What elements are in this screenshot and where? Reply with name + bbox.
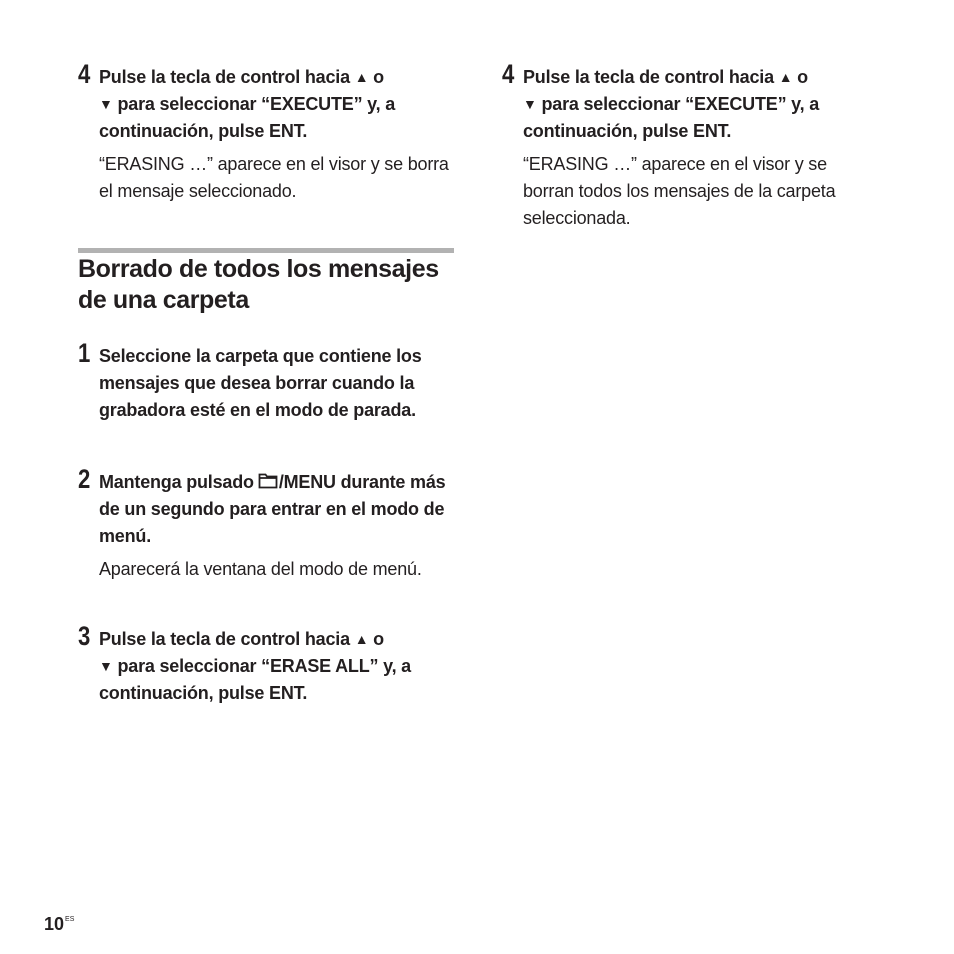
section-title: Borrado de todos los mensajes de una carpeta bbox=[78, 255, 439, 314]
step-body bbox=[523, 64, 878, 232]
instruction-text: o bbox=[368, 67, 384, 87]
step-note: “ERASING …” aparece en el visor y se borra el mensaje seleccionado. bbox=[99, 154, 449, 201]
step-number: 2 bbox=[78, 464, 91, 494]
down-arrow-icon: ▼ bbox=[99, 658, 113, 674]
page-number-value: 10 bbox=[44, 914, 65, 934]
language-code: ES bbox=[65, 916, 75, 923]
step-body bbox=[99, 343, 454, 424]
step-note: “ERASING …” aparece en el visor y se borran todos los mensajes de la carpeta seleccionada. bbox=[523, 154, 836, 228]
down-arrow-icon: ▼ bbox=[523, 96, 537, 112]
instruction-text: para seleccionar “EXECUTE” y, a continuación, pulse ENT. bbox=[99, 94, 396, 141]
up-arrow-icon: ▲ bbox=[778, 69, 793, 85]
step-number: 3 bbox=[78, 621, 91, 651]
step-instruction bbox=[99, 64, 454, 145]
step-instruction bbox=[99, 626, 454, 707]
folder-icon bbox=[258, 473, 278, 489]
page-number bbox=[44, 909, 74, 935]
instruction-text: para seleccionar “EXECUTE” y, a continuación, pulse ENT. bbox=[523, 94, 820, 141]
up-arrow-icon: ▲ bbox=[354, 69, 369, 85]
step-number: 4 bbox=[78, 59, 91, 89]
step-number: 1 bbox=[78, 338, 91, 368]
step-number: 4 bbox=[502, 59, 515, 89]
step-instruction bbox=[523, 64, 878, 145]
step-body bbox=[99, 469, 454, 583]
instruction-text: /MENU durante más de un segundo para entrar en el modo de menú. bbox=[99, 472, 446, 546]
step-body bbox=[99, 626, 454, 707]
down-arrow-icon: ▼ bbox=[99, 96, 113, 112]
instruction-text: para seleccionar “ERASE ALL” y, a continuación, pulse ENT. bbox=[99, 656, 411, 703]
step-note: Aparecerá la ventana del modo de menú. bbox=[99, 559, 422, 579]
step-instruction bbox=[99, 469, 454, 550]
section-divider bbox=[78, 248, 454, 253]
instruction-text: Pulse la tecla de control hacia bbox=[523, 67, 779, 87]
step-instruction: Seleccione la carpeta que contiene los mensajes que desea borrar cuando la grabadora esté en el modo de parada. bbox=[99, 346, 422, 420]
instruction-text: o bbox=[792, 67, 808, 87]
instruction-text: Pulse la tecla de control hacia bbox=[99, 629, 355, 649]
instruction-text: o bbox=[368, 629, 384, 649]
instruction-text: Mantenga pulsado bbox=[99, 472, 254, 492]
up-arrow-icon: ▲ bbox=[354, 631, 369, 647]
instruction-text: Pulse la tecla de control hacia bbox=[99, 67, 355, 87]
step-body bbox=[99, 64, 454, 205]
